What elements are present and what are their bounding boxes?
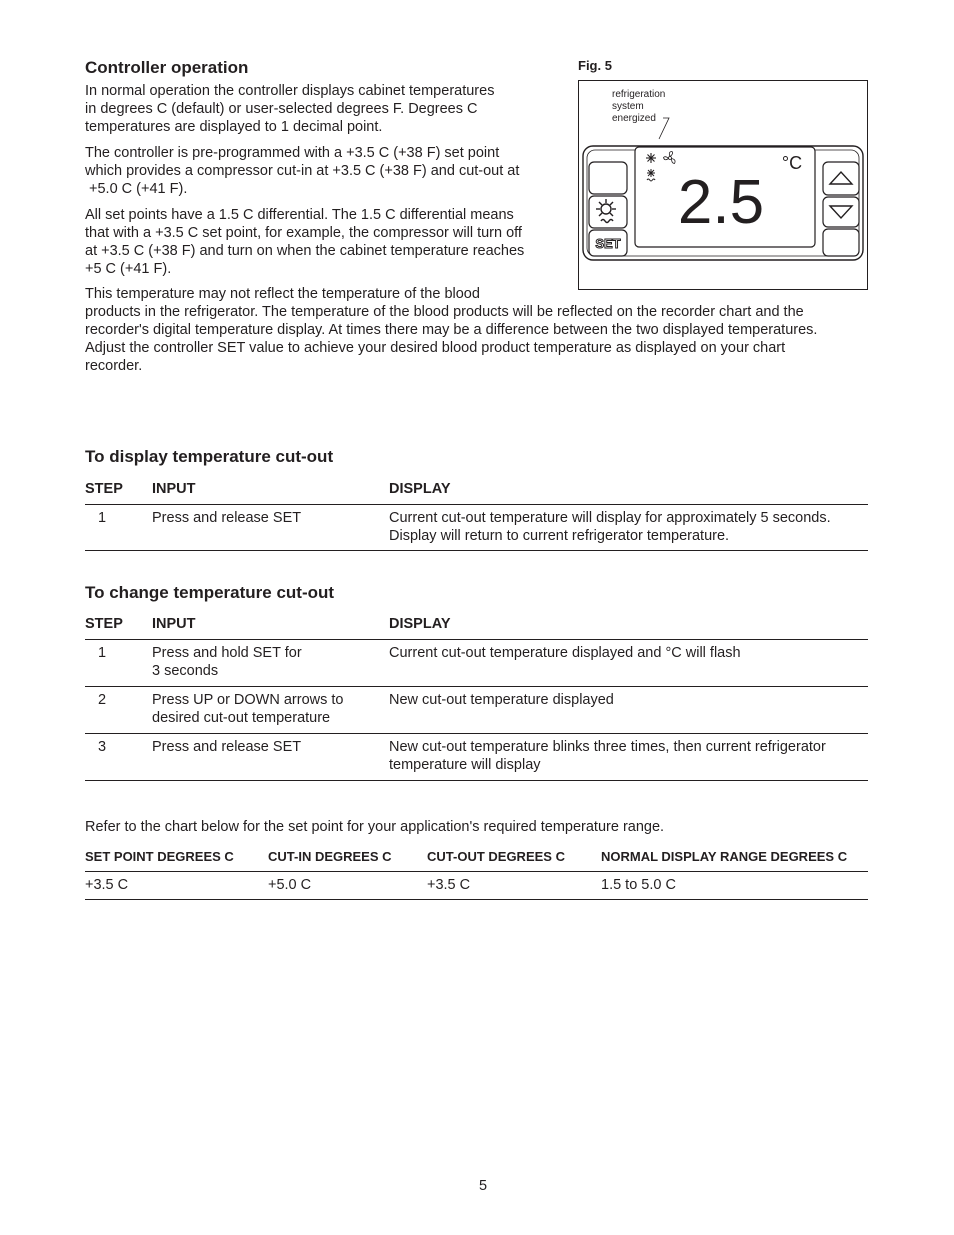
input-cell xyxy=(152,738,301,756)
text-line: Press and hold SET for xyxy=(152,645,302,661)
input-cell xyxy=(152,691,344,727)
snowflake-icon xyxy=(646,153,656,163)
paragraph-differential xyxy=(85,206,524,278)
text-line: Press UP or DOWN arrows to xyxy=(152,692,344,708)
table-divider xyxy=(85,871,868,872)
column-header: STEP xyxy=(85,481,123,497)
callout-line: system xyxy=(612,101,644,112)
text-line: recorder. xyxy=(85,358,143,374)
display-cell xyxy=(389,691,614,709)
up-arrow-button[interactable] xyxy=(823,162,859,195)
text-line: +5.0 C (+41 F). xyxy=(85,181,188,197)
text-line: This temperature may not reflect the temperature of the blood xyxy=(85,286,480,302)
text-line: desired cut-out temperature xyxy=(152,710,331,726)
table-divider xyxy=(85,686,868,687)
table-row xyxy=(0,644,954,684)
display-range-cell: 1.5 to 5.0 C xyxy=(601,877,676,893)
table-row xyxy=(0,876,954,896)
text-line: products in the refrigerator. The temperature of the blood products will be reflected on the recorder chart and the xyxy=(85,304,804,320)
table-divider xyxy=(85,733,868,734)
temperature-display: 2.5 xyxy=(677,168,765,237)
controller-figure xyxy=(578,80,868,290)
step-cell: 1 xyxy=(98,645,107,661)
cutout-cell: +3.5 C xyxy=(427,877,471,893)
setpoint-intro: Refer to the chart below for the set point for your application's required temperature range. xyxy=(85,819,665,835)
column-header: NORMAL DISPLAY RANGE DEGREES C xyxy=(601,849,848,864)
table-divider xyxy=(85,899,868,900)
controller-illustration xyxy=(579,81,867,289)
defrost-button[interactable] xyxy=(589,196,627,228)
column-header: STEP xyxy=(85,616,123,632)
text-line: New cut-out temperature blinks three times, then current refrigerator xyxy=(389,739,826,755)
text-line: temperature will display xyxy=(389,757,541,773)
column-header: INPUT xyxy=(152,481,196,497)
section-heading-controller-operation: Controller operation xyxy=(85,58,249,77)
text-line: which provides a compressor cut-in at +3.5 C (+38 F) and cut-out at xyxy=(85,163,520,179)
paragraph-display-units xyxy=(85,82,494,136)
text-line: Current cut-out temperature displayed and °C will flash xyxy=(389,645,741,661)
text-line: Display will return to current refrigerator temperature. xyxy=(389,528,730,544)
text-line: 3 seconds xyxy=(152,663,219,679)
text-line: that with a +3.5 C set point, for example, the compressor will turn off xyxy=(85,225,522,241)
input-cell xyxy=(152,509,301,527)
text-line: temperatures are displayed to 1 decimal point. xyxy=(85,119,383,135)
text-line: recorder's digital temperature display. At times there may be a difference between the two displayed temperatures. xyxy=(85,322,818,338)
figure-label: Fig. 5 xyxy=(578,58,612,73)
column-header: INPUT xyxy=(152,616,196,632)
column-header: DISPLAY xyxy=(389,481,451,497)
blank-left-button[interactable] xyxy=(589,162,627,194)
paragraph-set-point xyxy=(85,144,519,198)
display-cell xyxy=(389,644,741,662)
display-cell xyxy=(389,738,826,774)
page-number: 5 xyxy=(478,1178,488,1194)
table-divider xyxy=(85,550,868,551)
step-cell: 3 xyxy=(98,739,107,755)
column-header: SET POINT DEGREES C xyxy=(85,849,234,864)
column-header: CUT-IN DEGREES C xyxy=(268,849,392,864)
section-heading-change-cutout: To change temperature cut-out xyxy=(85,583,335,602)
callout-leader xyxy=(659,118,669,139)
text-line: New cut-out temperature displayed xyxy=(389,692,614,708)
table-divider xyxy=(85,639,868,640)
text-line: Adjust the controller SET value to achieve your desired blood product temperature as displayed on your chart xyxy=(85,340,786,356)
unit-indicator: °C xyxy=(781,153,803,173)
text-line: Press and release SET xyxy=(152,739,302,755)
display-cell xyxy=(389,509,831,545)
step-cell: 2 xyxy=(98,692,107,708)
text-line: +5 C (+41 F). xyxy=(85,261,172,277)
paragraph-recorder-note xyxy=(85,285,817,375)
blank-right-button[interactable] xyxy=(823,229,859,256)
table-row xyxy=(0,691,954,731)
table-divider xyxy=(85,504,868,505)
callout-line: refrigeration xyxy=(612,89,666,100)
table-divider xyxy=(85,780,868,781)
cutin-cell: +5.0 C xyxy=(268,877,312,893)
callout-line: energized xyxy=(612,113,656,124)
step-cell: 1 xyxy=(98,510,107,526)
text-line: at +3.5 C (+38 F) and turn on when the cabinet temperature reaches xyxy=(85,243,525,259)
table-row xyxy=(0,509,954,549)
table-row xyxy=(0,738,954,778)
text-line: Press and release SET xyxy=(152,510,302,526)
text-line: in degrees C (default) or user-selected degrees F. Degrees C xyxy=(85,101,478,117)
column-header: CUT-OUT DEGREES C xyxy=(427,849,565,864)
text-line: In normal operation the controller displays cabinet temperatures xyxy=(85,83,495,99)
text-line: Current cut-out temperature will display for approximately 5 seconds. xyxy=(389,510,831,526)
column-header: DISPLAY xyxy=(389,616,451,632)
set-button-label: SET xyxy=(595,236,621,251)
setpoint-cell: +3.5 C xyxy=(85,877,129,893)
text-line: All set points have a 1.5 C differential. The 1.5 C differential means xyxy=(85,207,514,223)
input-cell xyxy=(152,644,302,680)
text-line: The controller is pre-programmed with a +3.5 C (+38 F) set point xyxy=(85,145,500,161)
section-heading-display-cutout: To display temperature cut-out xyxy=(85,447,334,466)
down-arrow-button[interactable] xyxy=(823,197,859,227)
